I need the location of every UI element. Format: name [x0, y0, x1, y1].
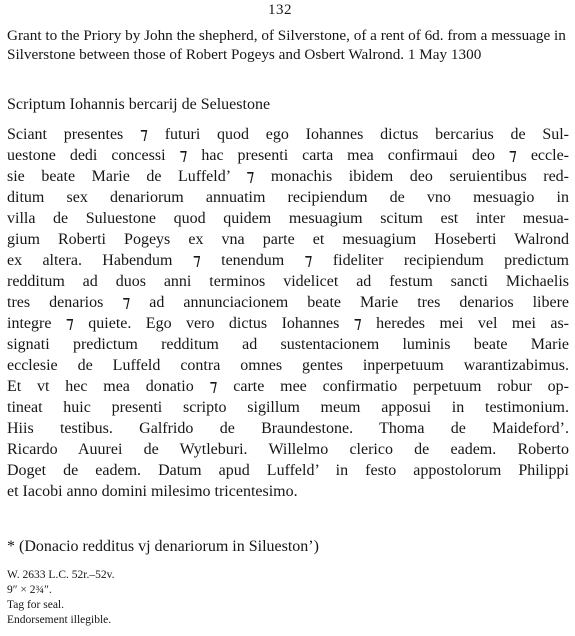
endorsement-note: * (Donacio redditus vj denariorum in Silueston’) — [7, 538, 319, 555]
archival-notes — [7, 568, 114, 628]
charter-heading: Scriptum Iohannis bercarij de Seluestone — [7, 96, 271, 113]
charter-line: integre ⁊ quiete. Ego vero dictus Iohannes ⁊ heredes mei vel mei as- — [7, 315, 569, 332]
charter-line: Doget de eadem. Datum apud Luffeld’ in festo appostolorum Philippi — [7, 462, 569, 479]
charter-line: Ricardo Auurei de Wytleburi. Willelmo clerico de eadem. Roberto — [7, 441, 569, 458]
charter-line: sie beate Marie de Luffeld’ ⁊ monachis ibidem deo seruientibus red- — [7, 168, 569, 185]
charter-line: tres denarios ⁊ ad annunciacionem beate Marie tres denarios libere — [7, 294, 569, 311]
charter-line: Hiis testibus. Galfrido de Braundestone. Thoma de Maideford’. — [7, 420, 569, 437]
charter-line: Et vt hec mea donatio ⁊ carte mee confirmatio perpetuum robur op- — [7, 378, 569, 395]
charter-line: et Iacobi anno domini milesimo tricentesimo. — [7, 483, 298, 500]
charter-line: signati predictum redditum ad sustentacionem luminis beate Marie — [7, 336, 569, 353]
charter-line: ex altera. Habendum ⁊ tenendum ⁊ fideliter recipiendum predictum — [7, 252, 569, 269]
charter-line: ditum sex denariorum annuatim recipiendum de vno mesuagio in — [7, 189, 569, 206]
page-number: 132 — [268, 2, 292, 18]
charter-line: uestone dedi concessi ⁊ hac presenti carta mea confirmaui deo ⁊ eccle- — [7, 147, 569, 164]
archival-reference: W. 2633 L.C. 52r.–52v. — [7, 569, 115, 581]
charter-line: villa de Suluestone quod quidem mesuagium scitum est inter mesua- — [7, 210, 569, 227]
charter-line: gium Roberti Pogeys ex vna parte et mesuagium Hoseberti Walrond — [7, 231, 569, 248]
charter-line: Sciant presentes ⁊ futuri quod ego Iohannes dictus bercarius de Sul- — [7, 126, 569, 143]
charter-text — [7, 124, 569, 502]
charter-line: tineat huic presenti scripto sigillum meum apposui in testimonium. — [7, 399, 569, 416]
document-dimensions: 9″ × 2¾″. — [7, 584, 52, 596]
seal-note: Tag for seal. — [7, 599, 64, 611]
charter-line: ecclesie de Luffeld contra omnes gentes inperpetuum warantizabimus. — [7, 357, 569, 374]
endorsement-status: Endorsement illegible. — [7, 614, 112, 626]
charter-line: redditum ad duos anni terminos videlicet ad festum sancti Michaelis — [7, 273, 569, 290]
charter-summary: Grant to the Priory by John the shepherd, of Silverstone, of a rent of 6d. from a messuage in Silverstone between those of Robert Pogeys and Osbert Walrond. 1 May 1300 — [7, 27, 566, 63]
